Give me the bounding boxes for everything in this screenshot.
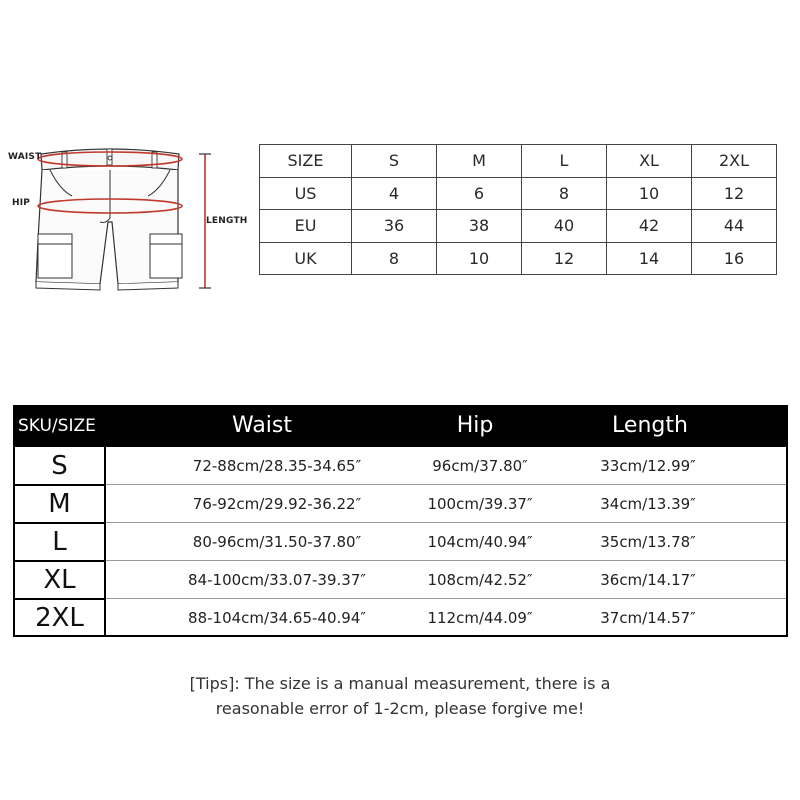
hip-cell: 112cm/44.09″ xyxy=(427,609,533,627)
size-conversion-table xyxy=(259,144,777,275)
conversion-header-cell: 2XL xyxy=(692,145,777,178)
tips-line-1: [Tips]: The size is a manual measurement, there is a xyxy=(189,674,611,693)
conversion-row-eu xyxy=(260,210,777,243)
waist-cell: 72-88cm/28.35-34.65″ xyxy=(192,457,362,475)
hip-cell: 108cm/42.52″ xyxy=(427,571,533,589)
table-row xyxy=(15,523,786,561)
header-length: Length xyxy=(612,413,688,438)
hip-cell: 96cm/37.80″ xyxy=(432,457,528,475)
conversion-cell: 6 xyxy=(437,177,522,210)
waist-cell: 80-96cm/31.50-37.80″ xyxy=(192,533,362,551)
conversion-cell: 44 xyxy=(692,210,777,243)
hip-label: HIP xyxy=(12,198,31,208)
waist-cell: 76-92cm/29.92-36.22″ xyxy=(192,495,362,513)
tips-line-2: reasonable error of 1-2cm, please forgive me! xyxy=(215,699,585,718)
length-cell: 33cm/12.99″ xyxy=(600,457,696,475)
header-hip: Hip xyxy=(456,413,494,438)
measurement-header xyxy=(13,405,788,447)
hip-cell: 100cm/39.37″ xyxy=(427,495,533,513)
size-cell: S xyxy=(15,447,106,485)
header-sku-size: SKU/SIZE xyxy=(18,416,96,436)
conversion-header-cell: L xyxy=(522,145,607,178)
conversion-cell: 12 xyxy=(522,242,607,275)
conversion-cell: 14 xyxy=(607,242,692,275)
length-cell: 36cm/14.17″ xyxy=(600,571,696,589)
conversion-cell: 10 xyxy=(607,177,692,210)
conversion-cell: 42 xyxy=(607,210,692,243)
table-row xyxy=(15,561,786,599)
conversion-header-cell: XL xyxy=(607,145,692,178)
waist-cell: 88-104cm/34.65-40.94″ xyxy=(188,609,366,627)
size-cell: XL xyxy=(15,561,106,599)
shorts-diagram xyxy=(0,130,260,300)
conversion-cell: 12 xyxy=(692,177,777,210)
conversion-cell: 40 xyxy=(522,210,607,243)
conversion-cell: 38 xyxy=(437,210,522,243)
length-label: LENGTH xyxy=(206,216,248,226)
waist-label: WAIST xyxy=(8,152,42,162)
table-row xyxy=(15,447,786,485)
length-cell: 37cm/14.57″ xyxy=(600,609,696,627)
conversion-cell: US xyxy=(260,177,352,210)
size-cell: M xyxy=(15,485,106,523)
conversion-header-cell: S xyxy=(352,145,437,178)
conversion-cell: UK xyxy=(260,242,352,275)
header-waist: Waist xyxy=(231,413,293,438)
conversion-row-us xyxy=(260,177,777,210)
conversion-header-cell: SIZE xyxy=(260,145,352,178)
conversion-cell: 16 xyxy=(692,242,777,275)
length-cell: 34cm/13.39″ xyxy=(600,495,696,513)
conversion-cell: EU xyxy=(260,210,352,243)
measurement-body xyxy=(13,447,788,637)
measurement-table xyxy=(13,405,788,637)
hip-cell: 104cm/40.94″ xyxy=(427,533,533,551)
conversion-cell: 4 xyxy=(352,177,437,210)
conversion-cell: 8 xyxy=(352,242,437,275)
conversion-cell: 36 xyxy=(352,210,437,243)
length-cell: 35cm/13.78″ xyxy=(600,533,696,551)
conversion-row-uk xyxy=(260,242,777,275)
conversion-cell: 10 xyxy=(437,242,522,275)
size-cell: 2XL xyxy=(15,599,106,637)
table-row xyxy=(15,599,786,637)
table-row xyxy=(15,485,786,523)
size-cell: L xyxy=(15,523,106,561)
waist-cell: 84-100cm/33.07-39.37″ xyxy=(188,571,366,589)
conversion-header-row xyxy=(260,145,777,178)
conversion-header-cell: M xyxy=(437,145,522,178)
conversion-cell: 8 xyxy=(522,177,607,210)
